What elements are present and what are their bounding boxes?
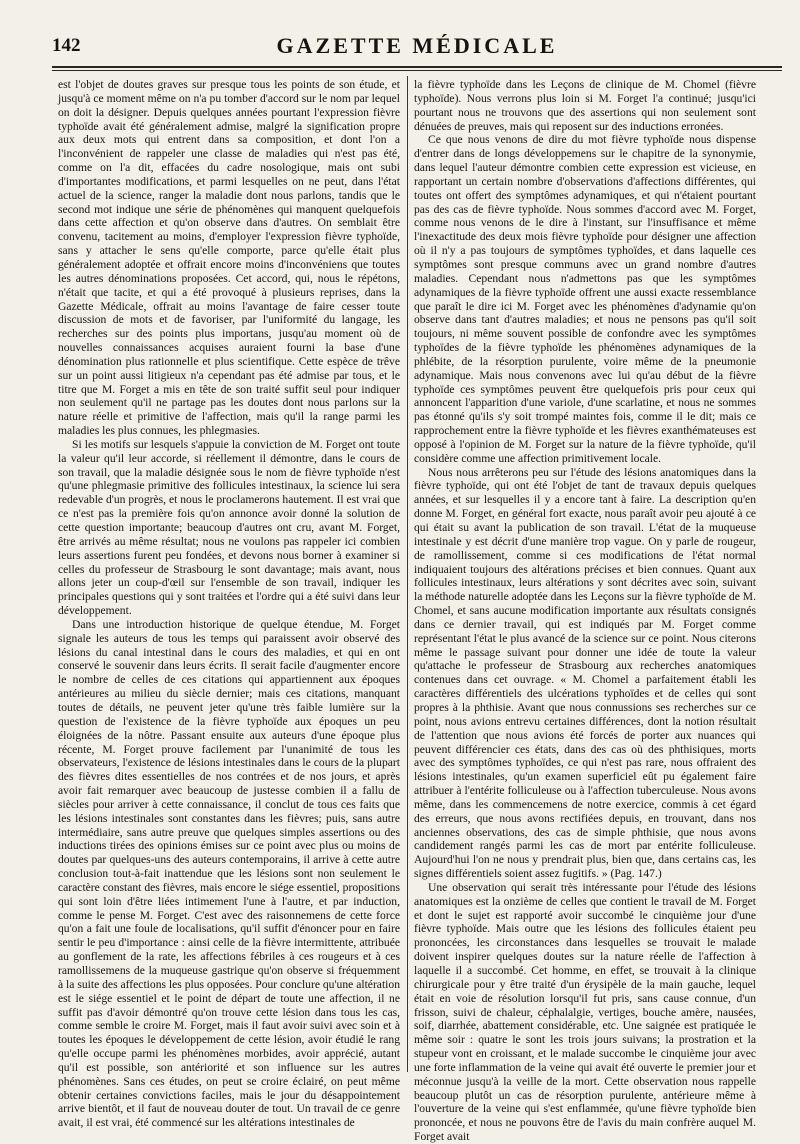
paragraph: Si les motifs sur lesquels s'appuie la conviction de M. Forget ont toute la valeur qu'il leur accorde, si réellement il démontre, dans le cours de son travail, que la maladie désignée sous le nom de fièvre typhoïde n'est qu'une phlegmasie primitive des follicules intestinaux, la science lui sera redevable d'un progrès, et nous le proclamerons hautement. Il est vrai que ce n'est pas la première fois qu'on annonce avoir donné la solution de cette question importante; beaucoup d'autres ont cru, avant M. Forget, être arrivés au même résultat; nous ne voulons pas rappeler ici combien leurs assertions furent peu fondées, et devons nous borner à examiner si celles du professeur de Strasbourg le sont davantage; mais avant, nous allons jeter un coup-d'œil sur l'ensemble de son travail, indiquer les principales questions qui y sont traitées et l'ordre qui a été suivi dans leur développement. <box>58 437 400 618</box>
paragraph: Nous nous arrêterons peu sur l'étude des lésions anatomiques dans la fièvre typhoïde, qui ont été l'objet de tant de travaux depuis quelques années, et sur lesquelles il y a encore tant à faire. La description qu'en donne M. Forget, en général fort exacte, nous paraît avoir peu ajouté à ce qui était su avant la publication de son travail. L'état de la muqueuse intestinale y est décrit d'une manière trop vague. On y parle de rougeur, de ramollissement, comme si ces modifications de l'état normal indiquaient toujours des altérations précises et bien connues. Quant aux follicules intestinaux, leurs altérations y sont décrites avec soin, suivant la méthode naturelle adoptée dans les Leçons sur la fièvre typhoïde de M. Chomel, et sans aucune modification importante aux résultats consignés dans ce dernier travail, qui est indiqués par M. Forget comme représentant l'état le plus avancé de la science sur ce point. Nous citerons même le passage suivant pour donner une idée de toute la valeur qu'attache le professeur de Strasbourg aux recherches anatomiques contenues dans cet ouvrage. « M. Chomel a parfaitement établi les caractères différentiels des ulcérations typhoïdes et de celles qui sont propres à la phthisie. Avant que nous connussions ses recherches sur ce point, nous avions entrevu certaines différences, dont la notion résultait de l'attention que nous avions été forcés de porter aux nuances qui peuvent différencier ces états, dans des cas où des phthisiques, morts avec des symptômes typhoïdes, ce qui n'est pas rare, nous offraient des lésions intestinales, qu'un examen superficiel eût pu également faire attribuer à l'entérite folliculeuse ou à l'affection tuberculeuse. Nous avons même, dans les commencemens de notre exercice, commis à cet égard des erreurs, que nous avons rectifiées depuis, en trouvant, dans nos anciennes observations, des cas de simple phthisie, que nous avons candidement rangés parmi les cas de mort par entérite folliculeuse. Aujourd'hui l'on ne nous y prendrait plus, bien que, dans certains cas, les signes différentiels soient assez fugitifs. » (Pag. 147.) <box>414 465 756 881</box>
header-rule <box>52 66 782 68</box>
header-rule-thin <box>52 70 782 71</box>
page-number: 142 <box>52 35 81 56</box>
column-divider <box>407 76 408 1072</box>
right-column <box>414 78 756 1144</box>
page-header <box>52 28 782 64</box>
left-column <box>58 78 400 1130</box>
paragraph: Dans une introduction historique de quelque étendue, M. Forget signale les auteurs de tous les temps qui paraissent avoir observé des lésions du canal intestinal dans le cours des maladies, et qui en ont conservé le souvenir dans leurs écrits. Il serait facile d'augmenter encore le nombre de celles de ces citations qui appartiennent aux époques antérieures au milieu du siècle dernier; mais ces citations, manquant toutes de détails, ne peuvent jeter qu'une très faible lumière sur la question de l'existence de la fièvre typhoïde aux époques un peu éloignées de la nôtre. Passant ensuite aux auteurs d'une époque plus récente, M. Forget prouve facilement par l'unanimité de tous les observateurs, l'existence de lésions intestinales dans le cours de la plupart des fièvres dites essentielles de nos contrées et de nos jours, et après avoir fait remarquer avec beaucoup de justesse combien il a fallu de siècles pour arriver à cette connaissance, il conclut de tous ces faits que les lésions intestinales sont constantes dans les fièvres; puis, sans autre intermédiaire, sans autre preuve que quelques simples assertions ou des inductions tirées des opinions émises sur ce point avec plus ou moins de doutes par quelques-uns des auteurs contemporains, il arrive à cette autre conclusion tout-à-fait inattendue que les lésions sont non seulement le caractère constant des fièvres, mais encore le siége essentiel, propositions qui sont loin d'être liées intimement l'une à l'autre, et par induction, comme le pense M. Forget. C'est avec des raisonnemens de cette force qu'on a fait une foule de localisations, qu'il suffit d'énoncer pour en faire sentir le peu d'importance : ainsi celle de la fièvre intermittente, attribuée au gonflement de la rate, les affections fébriles à ces rougeurs et à ces ramollissemens de la muqueuse gastrique qu'on observe si fréquemment à la suite des affections les plus opposées. Pour conclure qu'une altération est le siége essentiel et le point de départ de toute une affection, il ne suffit pas d'avoir démontré qu'on trouve cette lésion dans tous les cas, comme semble le croire M. Forget, mais il faut avoir suivi avec soin et à toutes les époques le développement de cette lésion, avoir étudié le rang qu'elle occupe parmi les phénomènes morbides, avoir apprécié, autant qu'il est possible, son antériorité et son influence sur les autres phénomènes. Sans ces études, on peut se croire éclairé, on peut même obtenir certaines convictions faciles, mais le jour du désappointement arrive bientôt, et il faut de nouveau douter de tout. Un travail de ce genre avait, il est vrai, été commencé sur les altérations intestinales de <box>58 617 400 1130</box>
paragraph: la fièvre typhoïde dans les Leçons de clinique de M. Chomel (fièvre typhoïde). Nous verrons plus loin si M. Forget l'a continué; jusqu'ici pourtant nous ne trouvons que des assertions qui non seulement sont dénuées de preuves, mais qui reposent sur des inductions erronées. <box>414 78 756 133</box>
journal-title: GAZETTE MÉDICALE <box>276 33 558 58</box>
paragraph: Une observation qui serait très intéressante pour l'étude des lésions anatomiques est la onzième de celles que contient le travail de M. Forget et dont le sujet est rapporté avoir succombé le cinquième jour d'une fièvre typhoïde. Mais outre que les lésions des follicules étaient peu prononcées, les circonstances dans lesquelles se trouvait le malade doivent inspirer quelques doutes sur la nature réelle de l'affection à laquelle il a succombé. Cet homme, en effet, se trouvait à la clinique chirurgicale pour y être traité d'un érysipèle de la main gauche, lequel était en voie de résolution lorsqu'il fut pris, sans cause connue, d'un frisson, suivi de chaleur, céphalalgie, vertiges, bouche amère, nausées, soif, diarrhée, abattement considérable, etc. Une saignée est pratiquée le même soir : quatre le sont les trois jours suivans; la prostration et la stupeur vont en croissant, et le malade succombe le cinquième jour avec une forte inflammation de la veine qui avait été ouverte le premier jour et méconnue jusqu'à la veille de la mort. Cette observation nous rappelle beaucoup plutôt un cas de résorption purulente, antérieure même à l'ouverture de la veine qui s'est enflammée, qu'une fièvre typhoïde bien prononcée, et nous ne pouvons être de l'avis du main confrère auquel M. Forget avait <box>414 880 756 1144</box>
paragraph: Ce que nous venons de dire du mot fièvre typhoïde nous dispense d'entrer dans de longs développemens sur le chapitre de la synonymie, dans lequel l'auteur démontre combien cette expression est vicieuse, en rapportant un certain nombre d'observations d'affections différentes, qui toutes ont offert des symptômes adynamiques, et qui n'étaient pourtant pas des cas de fièvre typhoïde. Nous sommes d'accord avec M. Forget, comme nous venons de le dire à l'instant, sur l'insuffisance et même l'inexactitude des deux mois fièvre typhoïde pour désigner une affection où il n'y a pas toujours de symptômes typhoïdes, et dans laquelle ces symptômes sont presque communs avec un grand nombre d'autres maladies. Cependant nous n'admettons pas que les symptômes adynamiques de la fièvre typhoïde offrent une aussi exacte ressemblance que paraît le dire ici M. Forget avec les phénomènes d'adynamie qu'on observe dans tant d'autres maladies; et nous ne pensons pas qu'il soit toujours, ni même souvent possible de confondre avec les symptômes typhoïdes de la fièvre typhoïde les phénomènes adynamiques de la phlébite, de la résorption purulente, voire même de la pneumonie adynamique. Mais nous convenons avec lui qu'au début de la fièvre typhoïde ces symptômes peuvent être quelquefois pris pour ceux qui annoncent l'apparition d'une variole, d'une scarlatine, et nous ne sommes pas étonné qu'ils s'y soit trompé maintes fois, comme il le dit; mais ce rapprochement entre la fièvre typhoïde et les fièvres exanthémateuses est opposé à l'opinion de M. Forget sur la nature de la fièvre typhoïde, qu'il considère comme une affection primitivement locale. <box>414 133 756 465</box>
paragraph: est l'objet de doutes graves sur presque tous les points de son étude, et jusqu'à ce moment même on n'a pu tomber d'accord sur le nom par lequel on doit la désigner. Depuis quelques années pourtant l'expression fièvre typhoïde avait été généralement admise, malgré la signification propre aux deux mots qui entrent dans sa composition, et dont l'on a l'inconvénient de rappeler une classe de maladies qui n'est pas été, comme on l'a dit, effacées du cadre nosologique, mais ont subi d'importantes modifications, et parmi lesquelles on ne peut, dans l'état actuel de la science, ranger la maladie dont nous parlons, tandis que le second mot indique une série de phénomènes qui manquent quelquefois dans cette affection et qu'on observe dans d'autres. On semblait être convenu, tacitement au moins, d'employer l'expression fièvre typhoïde, sans y attacher le sens qu'elle comporte, parce qu'elle était plus généralement adoptée et offrait encore moins d'inconvéniens que toutes les autres dénominations proposées. Cet accord, qui, nous le répétons, n'était que tacite, et qui a été provoqué à plusieurs reprises, dans la Gazette Médicale, offrait au moins l'avantage de faire cesser toute discussion de mots et de favoriser, par l'uniformité du langage, les recherches sur des points plus importans, jusqu'au moment où de nouvelles connaissances acquises auraient fourni la base d'une dénomination plus rationnelle et plus scientifique. Cette espèce de trêve sur un point aussi litigieux n'a cependant pas été admise par tous, et le titre que M. Forget a mis en tête de son traité suffit seul pour indiquer non seulement qu'il ne partage pas les doutes dont nous parlons sur la nature réelle et primitive de l'affection, mais qu'il la range parmi les maladies les plus connues, les phlegmasies. <box>58 78 400 438</box>
